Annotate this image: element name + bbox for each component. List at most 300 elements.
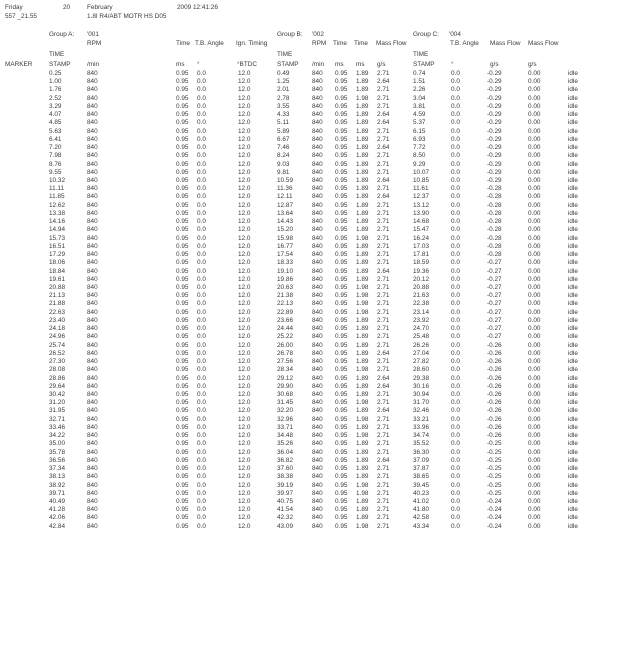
header-time-stamp-c1: TIME [413,51,429,58]
table-row [0,465,620,473]
cell-ign-timing: 12.0 [238,506,251,514]
cell-mass-flow-b: 2.71 [377,226,390,234]
cell-stamp-b: 36.04 [277,448,293,456]
cell-stamp-c: 16.24 [413,234,429,242]
cell-mass-flow-c2: 0.00 [528,399,541,407]
cell-stamp-c: 9.29 [413,160,426,168]
header-time-stamp-b1: TIME [277,51,293,58]
cell-stamp-b: 30.68 [277,390,293,398]
unit-deg-c: ° [451,61,454,68]
table-row [0,144,620,152]
cell-marker: idle [568,70,578,77]
cell-stamp-a: 39.71 [49,489,65,497]
cell-rpm-b: 840 [312,226,323,234]
cell-mass-flow-c2: 0.00 [528,423,541,431]
cell-stamp-c: 42.58 [413,514,429,522]
cell-rpm-b: 840 [312,218,323,226]
table-row [0,119,620,127]
cell-mass-flow-c2: 0.00 [528,160,541,168]
cell-stamp-b: 12.11 [277,193,293,201]
cell-mass-flow-b: 2.71 [377,423,390,431]
cell-stamp-b: 15.98 [277,234,293,242]
cell-stamp-c: 41.80 [413,506,429,514]
cell-time-b2: 1.89 [356,176,369,184]
cell-ign-timing: 12.0 [238,390,251,398]
cell-marker: idle [568,176,578,184]
cell-ign-timing: 12.0 [238,168,251,176]
cell-rpm-a: 840 [87,218,98,226]
cell-rpm-b: 840 [312,111,323,119]
cell-time-b2: 1.89 [356,102,369,110]
cell-time-b2: 1.89 [356,275,369,283]
cell-time-b2: 1.98 [356,94,369,102]
cell-time-b1: 0.95 [335,102,348,110]
cell-time-b1: 0.95 [335,481,348,489]
cell-stamp-b: 11.36 [277,185,293,193]
cell-mass-flow-c1: -0.27 [487,300,502,308]
cell-time-b1: 0.95 [335,415,348,423]
table-row [0,202,620,210]
cell-stamp-a: 33.46 [49,423,65,431]
table-row [0,399,620,407]
cell-stamp-b: 28.34 [277,366,293,374]
cell-rpm-a: 840 [87,94,98,102]
cell-time-b1: 0.95 [335,119,348,127]
cell-mass-flow-c2: 0.00 [528,374,541,382]
cell-mass-flow-b: 2.71 [377,135,390,143]
cell-ign-timing: 12.0 [238,86,251,94]
cell-stamp-b: 24.44 [277,325,293,333]
cell-mass-flow-c1: -0.26 [487,358,502,366]
cell-rpm-b: 840 [312,448,323,456]
cell-tb-angle-c: 0.0 [451,242,460,250]
cell-mass-flow-b: 2.71 [377,86,390,94]
cell-ign-timing: 12.0 [238,308,251,316]
table-row [0,457,620,465]
table-row [0,218,620,226]
cell-stamp-a: 38.92 [49,481,65,489]
cell-rpm-b: 840 [312,259,323,267]
cell-stamp-a: 1.00 [49,78,62,86]
group-c-number: '004 [449,31,461,38]
cell-rpm-b: 840 [312,201,323,209]
table-row [0,152,620,160]
cell-time-a: 0.95 [176,234,189,242]
cell-time-b1: 0.95 [335,440,348,448]
cell-tb-angle-c: 0.0 [451,144,460,152]
cell-time-b1: 0.95 [335,201,348,209]
cell-stamp-b: 20.63 [277,283,293,291]
cell-rpm-b: 840 [312,292,323,300]
cell-mass-flow-c2: 0.00 [528,78,541,86]
cell-marker: idle [568,456,578,464]
cell-time-a: 0.95 [176,341,189,349]
cell-mass-flow-c1: -0.27 [487,333,502,341]
cell-time-a: 0.95 [176,70,189,77]
cell-time-a: 0.95 [176,127,189,135]
cell-mass-flow-c2: 0.00 [528,349,541,357]
cell-tb-angle-a: 0.0 [197,102,206,110]
cell-marker: idle [568,226,578,234]
cell-rpm-a: 840 [87,465,98,473]
cell-time-b1: 0.95 [335,70,348,77]
cell-stamp-b: 32.20 [277,407,293,415]
cell-stamp-c: 13.90 [413,209,429,217]
cell-time-b2: 1.89 [356,325,369,333]
cell-stamp-a: 28.08 [49,366,65,374]
cell-mass-flow-c2: 0.00 [528,135,541,143]
cell-time-a: 0.95 [176,160,189,168]
cell-stamp-c: 28.60 [413,366,429,374]
cell-tb-angle-c: 0.0 [451,201,460,209]
cell-time-a: 0.95 [176,259,189,267]
header-mass-flow-c2: Mass Flow [528,40,559,47]
cell-stamp-b: 27.56 [277,358,293,366]
cell-stamp-b: 16.77 [277,242,293,250]
cell-ign-timing: 12.0 [238,448,251,456]
cell-stamp-a: 18.06 [49,259,65,267]
cell-stamp-a: 42.06 [49,514,65,522]
cell-marker: idle [568,111,578,119]
cell-stamp-a: 34.22 [49,432,65,440]
cell-mass-flow-c2: 0.00 [528,259,541,267]
cell-stamp-b: 9.81 [277,168,290,176]
cell-stamp-c: 27.82 [413,358,429,366]
cell-stamp-c: 3.04 [413,94,426,102]
cell-time-b1: 0.95 [335,465,348,473]
cell-time-a: 0.95 [176,366,189,374]
cell-time-b2: 1.89 [356,144,369,152]
cell-mass-flow-c1: -0.29 [487,176,502,184]
cell-mass-flow-c2: 0.00 [528,226,541,234]
cell-stamp-c: 10.85 [413,176,429,184]
cell-mass-flow-c2: 0.00 [528,275,541,283]
cell-mass-flow-b: 2.71 [377,333,390,341]
cell-marker: idle [568,415,578,423]
cell-rpm-b: 840 [312,440,323,448]
cell-marker: idle [568,259,578,267]
cell-mass-flow-c1: -0.28 [487,251,502,259]
cell-tb-angle-c: 0.0 [451,489,460,497]
cell-stamp-b: 14.43 [277,218,293,226]
cell-rpm-b: 840 [312,94,323,102]
cell-time-a: 0.95 [176,415,189,423]
cell-tb-angle-c: 0.0 [451,160,460,168]
table-row [0,514,620,522]
cell-mass-flow-c1: -0.24 [487,514,502,522]
cell-stamp-c: 30.94 [413,390,429,398]
cell-stamp-c: 5.37 [413,119,426,127]
cell-ign-timing: 12.0 [238,102,251,110]
table-row [0,333,620,341]
cell-mass-flow-c2: 0.00 [528,407,541,415]
cell-tb-angle-a: 0.0 [197,127,206,135]
cell-tb-angle-a: 0.0 [197,251,206,259]
cell-ign-timing: 12.0 [238,465,251,473]
cell-mass-flow-c1: -0.25 [487,456,502,464]
cell-mass-flow-c2: 0.00 [528,358,541,366]
cell-ign-timing: 12.0 [238,333,251,341]
cell-mass-flow-b: 2.71 [377,465,390,473]
cell-marker: idle [568,325,578,333]
cell-time-b1: 0.95 [335,399,348,407]
cell-ign-timing: 12.0 [238,127,251,135]
cell-stamp-a: 30.42 [49,390,65,398]
cell-marker: idle [568,160,578,168]
cell-stamp-c: 14.68 [413,218,429,226]
cell-rpm-b: 840 [312,506,323,514]
cell-time-b1: 0.95 [335,176,348,184]
cell-rpm-b: 840 [312,78,323,86]
cell-marker: idle [568,251,578,259]
cell-mass-flow-b: 2.64 [377,176,390,184]
cell-rpm-a: 840 [87,358,98,366]
cell-mass-flow-c1: -0.26 [487,349,502,357]
cell-marker: idle [568,374,578,382]
cell-mass-flow-c1: -0.29 [487,111,502,119]
cell-rpm-b: 840 [312,341,323,349]
table-row [0,375,620,383]
cell-rpm-a: 840 [87,448,98,456]
cell-ign-timing: 12.0 [238,514,251,522]
cell-tb-angle-c: 0.0 [451,168,460,176]
cell-mass-flow-c1: -0.26 [487,390,502,398]
cell-time-b2: 1.89 [356,160,369,168]
cell-stamp-b: 32.96 [277,415,293,423]
cell-rpm-a: 840 [87,341,98,349]
cell-stamp-a: 10.32 [49,176,65,184]
cell-marker: idle [568,358,578,366]
cell-stamp-c: 27.04 [413,349,429,357]
cell-mass-flow-b: 2.71 [377,168,390,176]
cell-mass-flow-c1: -0.28 [487,242,502,250]
cell-time-b2: 1.89 [356,226,369,234]
cell-mass-flow-c2: 0.00 [528,94,541,102]
cell-stamp-c: 7.72 [413,144,426,152]
cell-ign-timing: 12.0 [238,341,251,349]
cell-marker: idle [568,209,578,217]
cell-stamp-a: 29.64 [49,382,65,390]
cell-rpm-b: 840 [312,366,323,374]
cell-mass-flow-c2: 0.00 [528,185,541,193]
cell-stamp-c: 22.38 [413,300,429,308]
cell-tb-angle-a: 0.0 [197,333,206,341]
cell-mass-flow-b: 2.71 [377,358,390,366]
cell-mass-flow-c1: -0.24 [487,506,502,514]
cell-marker: idle [568,432,578,440]
cell-mass-flow-c1: -0.28 [487,185,502,193]
cell-mass-flow-c1: -0.29 [487,152,502,160]
table-row [0,284,620,292]
cell-rpm-a: 840 [87,316,98,324]
cell-mass-flow-c2: 0.00 [528,127,541,135]
cell-time-b1: 0.95 [335,497,348,505]
cell-tb-angle-c: 0.0 [451,390,460,398]
cell-time-b1: 0.95 [335,234,348,242]
cell-marker: idle [568,316,578,324]
cell-tb-angle-c: 0.0 [451,226,460,234]
cell-rpm-a: 840 [87,193,98,201]
table-row [0,136,620,144]
cell-mass-flow-b: 2.71 [377,473,390,481]
cell-stamp-c: 17.81 [413,251,429,259]
cell-ign-timing: 12.0 [238,144,251,152]
cell-ign-timing: 12.0 [238,275,251,283]
cell-tb-angle-a: 0.0 [197,423,206,431]
cell-ign-timing: 12.0 [238,193,251,201]
cell-time-b2: 1.89 [356,333,369,341]
cell-marker: idle [568,144,578,152]
cell-mass-flow-c1: -0.29 [487,127,502,135]
cell-tb-angle-a: 0.0 [197,160,206,168]
cell-tb-angle-c: 0.0 [451,267,460,275]
cell-time-a: 0.95 [176,292,189,300]
cell-time-a: 0.95 [176,440,189,448]
cell-mass-flow-c1: -0.28 [487,234,502,242]
cell-rpm-b: 840 [312,489,323,497]
cell-stamp-b: 23.66 [277,316,293,324]
cell-mass-flow-c1: -0.27 [487,283,502,291]
cell-ign-timing: 12.0 [238,407,251,415]
cell-ign-timing: 12.0 [238,481,251,489]
cell-marker: idle [568,448,578,456]
cell-stamp-b: 36.82 [277,456,293,464]
cell-tb-angle-c: 0.0 [451,135,460,143]
cell-rpm-a: 840 [87,111,98,119]
cell-time-b2: 1.89 [356,218,369,226]
cell-stamp-c: 41.02 [413,497,429,505]
cell-rpm-a: 840 [87,209,98,217]
cell-mass-flow-c1: -0.27 [487,316,502,324]
cell-marker: idle [568,275,578,283]
cell-time-b1: 0.95 [335,308,348,316]
cell-tb-angle-a: 0.0 [197,292,206,300]
cell-stamp-b: 18.33 [277,259,293,267]
cell-time-a: 0.95 [176,275,189,283]
cell-tb-angle-c: 0.0 [451,275,460,283]
header-time-stamp-c2: STAMP [413,61,435,68]
cell-time-b2: 1.98 [356,292,369,300]
cell-time-a: 0.95 [176,349,189,357]
cell-mass-flow-c1: -0.27 [487,308,502,316]
cell-mass-flow-c2: 0.00 [528,333,541,341]
cell-tb-angle-a: 0.0 [197,366,206,374]
cell-time-b2: 1.89 [356,119,369,127]
group-c-label: Group C: [413,31,439,38]
cell-mass-flow-c2: 0.00 [528,440,541,448]
cell-mass-flow-b: 2.71 [377,259,390,267]
cell-tb-angle-c: 0.0 [451,506,460,514]
cell-tb-angle-c: 0.0 [451,465,460,473]
unit-ms-b2: ms [356,61,365,68]
cell-marker: idle [568,423,578,431]
cell-mass-flow-c1: -0.29 [487,160,502,168]
cell-time-a: 0.95 [176,218,189,226]
cell-tb-angle-c: 0.0 [451,185,460,193]
cell-time-b1: 0.95 [335,423,348,431]
cell-time-b1: 0.95 [335,374,348,382]
cell-stamp-b: 4.33 [277,111,290,119]
cell-tb-angle-c: 0.0 [451,193,460,201]
cell-rpm-b: 840 [312,168,323,176]
cell-rpm-a: 840 [87,497,98,505]
header-rpm-a: RPM [87,40,102,47]
cell-time-b1: 0.95 [335,144,348,152]
cell-time-b2: 1.89 [356,78,369,86]
cell-mass-flow-c1: -0.25 [487,473,502,481]
cell-tb-angle-c: 0.0 [451,176,460,184]
cell-rpm-a: 840 [87,78,98,86]
unit-gs-b: g/s [377,61,386,68]
cell-marker: idle [568,366,578,374]
cell-marker: idle [568,497,578,505]
cell-stamp-a: 35.00 [49,440,65,448]
cell-mass-flow-c2: 0.00 [528,267,541,275]
cell-stamp-b: 33.71 [277,423,293,431]
cell-stamp-b: 19.86 [277,275,293,283]
cell-mass-flow-b: 2.71 [377,316,390,324]
cell-rpm-a: 840 [87,506,98,514]
cell-stamp-a: 17.29 [49,251,65,259]
cell-stamp-b: 12.87 [277,201,293,209]
table-row [0,482,620,490]
cell-mass-flow-c2: 0.00 [528,168,541,176]
cell-rpm-b: 840 [312,473,323,481]
cell-time-b1: 0.95 [335,185,348,193]
cell-time-b1: 0.95 [335,390,348,398]
cell-time-a: 0.95 [176,283,189,291]
cell-stamp-c: 19.36 [413,267,429,275]
cell-tb-angle-a: 0.0 [197,267,206,275]
cell-time-a: 0.95 [176,481,189,489]
cell-stamp-b: 21.38 [277,292,293,300]
table-row [0,490,620,498]
cell-stamp-c: 4.59 [413,111,426,119]
cell-stamp-b: 42.32 [277,514,293,522]
cell-ign-timing: 12.0 [238,415,251,423]
cell-time-a: 0.95 [176,423,189,431]
cell-tb-angle-a: 0.0 [197,497,206,505]
cell-tb-angle-a: 0.0 [197,308,206,316]
cell-rpm-a: 840 [87,144,98,152]
cell-mass-flow-b: 2.64 [377,193,390,201]
table-row [0,235,620,243]
cell-time-b1: 0.95 [335,135,348,143]
cell-ign-timing: 12.0 [238,259,251,267]
cell-tb-angle-c: 0.0 [451,111,460,119]
cell-marker: idle [568,514,578,522]
cell-stamp-b: 39.19 [277,481,293,489]
cell-time-b1: 0.95 [335,349,348,357]
cell-stamp-c: 26.26 [413,341,429,349]
cell-time-a: 0.95 [176,242,189,250]
code-label: 557 _21.55 [5,13,37,20]
cell-tb-angle-a: 0.0 [197,374,206,382]
cell-stamp-b: 10.59 [277,176,293,184]
cell-rpm-a: 840 [87,259,98,267]
cell-stamp-a: 35.78 [49,448,65,456]
header-rpm-b: RPM [312,40,327,47]
cell-ign-timing: 12.0 [238,522,251,530]
cell-tb-angle-a: 0.0 [197,209,206,217]
cell-mass-flow-c2: 0.00 [528,119,541,127]
cell-tb-angle-a: 0.0 [197,152,206,160]
cell-stamp-a: 19.61 [49,275,65,283]
cell-rpm-a: 840 [87,399,98,407]
cell-time-b1: 0.95 [335,86,348,94]
cell-stamp-b: 22.89 [277,308,293,316]
cell-marker: idle [568,399,578,407]
